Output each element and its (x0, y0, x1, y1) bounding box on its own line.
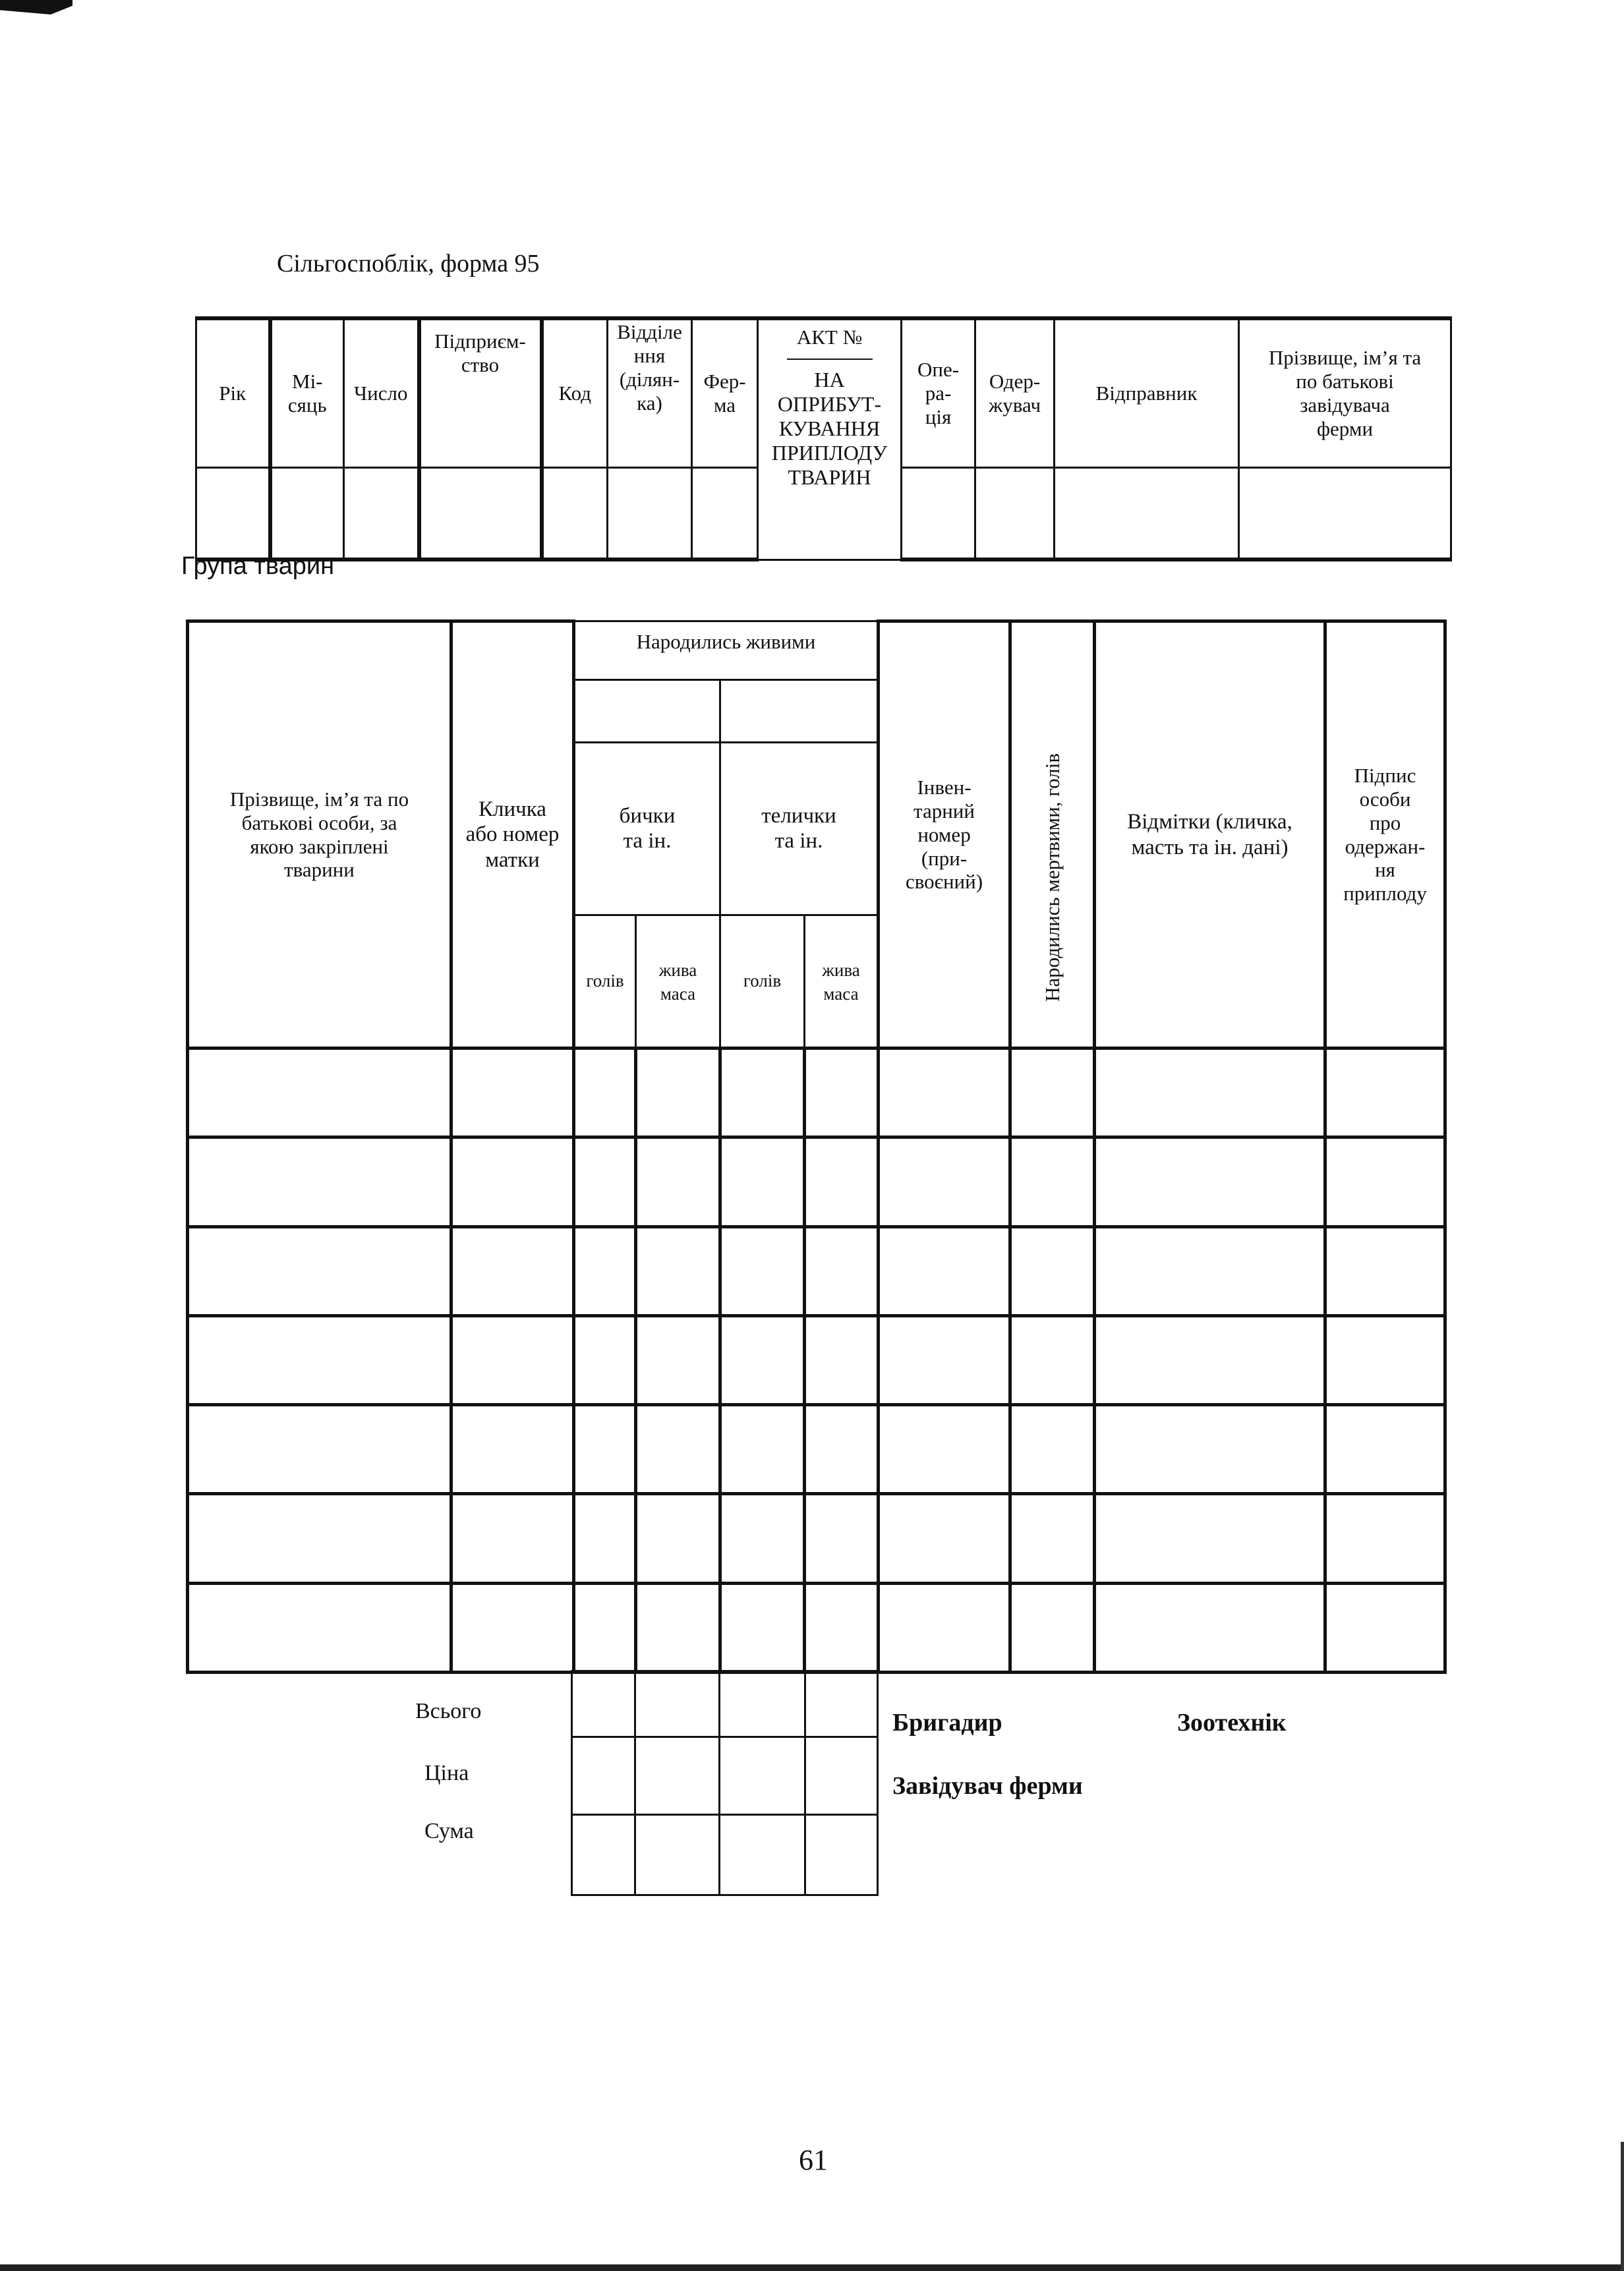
cell[interactable] (1095, 1315, 1325, 1404)
cell[interactable] (636, 1049, 720, 1137)
header-department (608, 318, 692, 467)
cell[interactable] (1095, 1583, 1325, 1672)
totals-row-price (572, 1737, 878, 1815)
cell[interactable] (805, 1049, 879, 1137)
cell[interactable] (451, 1226, 574, 1315)
animal-group-label: Група тварин (181, 552, 335, 580)
cell[interactable] (720, 1737, 805, 1815)
cell[interactable] (188, 1405, 451, 1494)
header-signature (1325, 621, 1445, 1049)
cell[interactable] (1325, 1405, 1445, 1494)
cell[interactable] (188, 1137, 451, 1226)
cell[interactable] (805, 1583, 879, 1672)
header-mother (451, 621, 574, 1049)
header-receiver-label: Одер- жувач (988, 369, 1041, 417)
table-row (188, 1137, 1445, 1226)
cell[interactable] (574, 1405, 636, 1494)
header-sender: Відправник (1055, 318, 1239, 467)
cell[interactable] (636, 1583, 720, 1672)
akt-number-line (787, 359, 873, 360)
totals-row-total (572, 1671, 878, 1737)
table-row (188, 1405, 1445, 1494)
cell[interactable] (805, 1737, 878, 1815)
cell[interactable] (1325, 1049, 1445, 1137)
offspring-table (186, 619, 1447, 1674)
sum-label: Сума (424, 1819, 474, 1843)
cell[interactable] (1010, 1315, 1095, 1404)
cell[interactable] (188, 1494, 451, 1583)
cell[interactable] (574, 1137, 636, 1226)
input-receiver[interactable] (975, 467, 1055, 560)
form-title: Сільгоспоблік, форма 95 (277, 250, 540, 277)
cell[interactable] (805, 1137, 879, 1226)
header-blank-left (574, 679, 720, 742)
cell[interactable] (572, 1671, 635, 1737)
cell[interactable] (805, 1315, 879, 1404)
table-row (188, 1583, 1445, 1672)
input-farm-manager[interactable] (1239, 467, 1451, 560)
cell[interactable] (451, 1049, 574, 1137)
cell[interactable] (636, 1315, 720, 1404)
header-year: Рік (196, 318, 270, 467)
cell[interactable] (1325, 1226, 1445, 1315)
scan-artifact-bottom (0, 2264, 1624, 2271)
header-blank-right (720, 679, 879, 742)
cell[interactable] (805, 1226, 879, 1315)
cell[interactable] (574, 1583, 636, 1672)
cell[interactable] (879, 1137, 1010, 1226)
input-day[interactable] (344, 467, 419, 560)
header-department-label: Відділе ння (ділян- ка) (617, 320, 682, 415)
cell[interactable] (451, 1315, 574, 1404)
header-notes-label: Відмітки (кличка, масть та ін. дані) (1127, 810, 1292, 859)
cell[interactable] (1010, 1226, 1095, 1315)
cell[interactable] (805, 1671, 878, 1737)
input-year[interactable] (196, 467, 270, 560)
header-person (188, 621, 451, 1049)
cell[interactable] (451, 1494, 574, 1583)
cell[interactable] (1325, 1494, 1445, 1583)
cell[interactable] (636, 1137, 720, 1226)
farm-manager-label: Завідувач ферми (892, 1772, 1083, 1800)
input-department[interactable] (608, 467, 692, 560)
header-month (270, 318, 344, 467)
cell[interactable] (720, 1494, 805, 1583)
header-bulls-heads: голів (574, 915, 636, 1049)
cell[interactable] (720, 1315, 805, 1404)
table-row (188, 1315, 1445, 1404)
totals-table (571, 1670, 879, 1896)
table-row (188, 1049, 1445, 1137)
header-farm-manager (1239, 318, 1451, 467)
header-notes (1095, 621, 1325, 1049)
cell[interactable] (574, 1494, 636, 1583)
cell[interactable] (636, 1494, 720, 1583)
header-day: Число (344, 318, 419, 467)
header-receiver (975, 318, 1055, 467)
header-farm (692, 318, 758, 467)
cell[interactable] (574, 1049, 636, 1137)
header-akt (758, 318, 902, 560)
cell[interactable] (188, 1315, 451, 1404)
cell[interactable] (1010, 1583, 1095, 1672)
akt-title-label: НА ОПРИБУТ- КУВАННЯ ПРИПЛОДУ ТВАРИН (771, 367, 888, 490)
cell[interactable] (635, 1737, 720, 1815)
header-operation (902, 318, 975, 467)
cell[interactable] (636, 1226, 720, 1315)
cell[interactable] (1010, 1405, 1095, 1494)
header-born-dead-label: Народились мертвими, голів (1040, 753, 1064, 1002)
header-heifers (720, 742, 879, 915)
input-farm[interactable] (692, 467, 758, 560)
cell[interactable] (879, 1494, 1010, 1583)
akt-number-label: АКТ № (796, 326, 863, 349)
cell[interactable] (1010, 1049, 1095, 1137)
cell[interactable] (1095, 1226, 1325, 1315)
total-label: Всього (415, 1699, 482, 1723)
cell[interactable] (720, 1226, 805, 1315)
cell[interactable] (720, 1671, 805, 1737)
header-enterprise-label: Підприєм- ство (434, 330, 526, 376)
cell[interactable] (188, 1049, 451, 1137)
header-born-alive: Народились живими (574, 621, 879, 680)
cell[interactable] (635, 1671, 720, 1737)
cell[interactable] (188, 1226, 451, 1315)
header-heifers-heads: голів (720, 915, 805, 1049)
cell[interactable] (572, 1815, 635, 1895)
cell[interactable] (1095, 1405, 1325, 1494)
cell[interactable] (1325, 1137, 1445, 1226)
input-sender[interactable] (1055, 467, 1239, 560)
table-row (188, 1226, 1445, 1315)
header-born-dead (1010, 621, 1095, 1049)
table-row (188, 1494, 1445, 1583)
cell[interactable] (635, 1815, 720, 1895)
cell[interactable] (720, 1815, 805, 1895)
input-enterprise[interactable] (419, 467, 542, 560)
cell[interactable] (879, 1049, 1010, 1137)
header-inventory-label: Інвен- тарний номер (при- своєний) (905, 775, 983, 894)
cell[interactable] (720, 1137, 805, 1226)
header-month-label: Мі- сяць (287, 369, 327, 417)
cell[interactable] (805, 1405, 879, 1494)
cell[interactable] (574, 1226, 636, 1315)
cell[interactable] (636, 1405, 720, 1494)
header-operation-label: Опе- ра- ція (917, 357, 960, 428)
cell[interactable] (572, 1737, 635, 1815)
cell[interactable] (1325, 1315, 1445, 1404)
header-farm-manager-label: Прізвище, ім’я та по батькові завідувача ферми (1268, 345, 1422, 440)
cell[interactable] (879, 1315, 1010, 1404)
scan-artifact-right (1621, 2142, 1624, 2271)
header-bulls (574, 742, 720, 915)
totals-row-sum (572, 1815, 878, 1895)
cell[interactable] (720, 1583, 805, 1672)
header-heifers-weight-label: жива маса (822, 960, 860, 1004)
header-bulls-label: бички та ін. (619, 804, 676, 853)
foreman-label: Бригадир (892, 1709, 1002, 1737)
cell[interactable] (451, 1137, 574, 1226)
header-signature-label: Підпис особи про одержан- ня приплоду (1343, 763, 1427, 906)
header-inventory (879, 621, 1010, 1049)
cell[interactable] (720, 1405, 805, 1494)
scan-artifact-corner (0, 0, 72, 14)
header-bulls-weight-label: жива маса (658, 960, 697, 1004)
header-enterprise (419, 318, 542, 467)
cell[interactable] (1325, 1583, 1445, 1672)
header-farm-label: Фер- ма (703, 369, 746, 417)
cell[interactable] (451, 1583, 574, 1672)
cell[interactable] (1010, 1137, 1095, 1226)
cell[interactable] (879, 1405, 1010, 1494)
input-code[interactable] (542, 467, 608, 560)
header-heifers-label: телички та ін. (761, 804, 836, 853)
header-bulls-weight (636, 915, 720, 1049)
cell[interactable] (805, 1494, 879, 1583)
header-heifers-weight (805, 915, 879, 1049)
price-label: Ціна (424, 1761, 469, 1785)
cell[interactable] (879, 1583, 1010, 1672)
cell[interactable] (879, 1226, 1010, 1315)
cell[interactable] (188, 1583, 451, 1672)
page-number: 61 (799, 2144, 828, 2176)
act-header-table (195, 316, 1452, 561)
zootechnician-label: Зоотехнік (1177, 1709, 1287, 1737)
cell[interactable] (1095, 1137, 1325, 1226)
header-code: Код (542, 318, 608, 467)
cell[interactable] (1095, 1049, 1325, 1137)
cell[interactable] (805, 1815, 878, 1895)
cell[interactable] (451, 1405, 574, 1494)
cell[interactable] (1095, 1494, 1325, 1583)
header-person-label: Прізвище, ім’я та по батькові особи, за якою закріплені тварини (229, 787, 409, 882)
cell[interactable] (574, 1315, 636, 1404)
header-mother-label: Кличка або номер матки (465, 797, 560, 872)
cell[interactable] (1010, 1494, 1095, 1583)
input-operation[interactable] (902, 467, 975, 560)
input-month[interactable] (270, 467, 344, 560)
cell[interactable] (720, 1049, 805, 1137)
